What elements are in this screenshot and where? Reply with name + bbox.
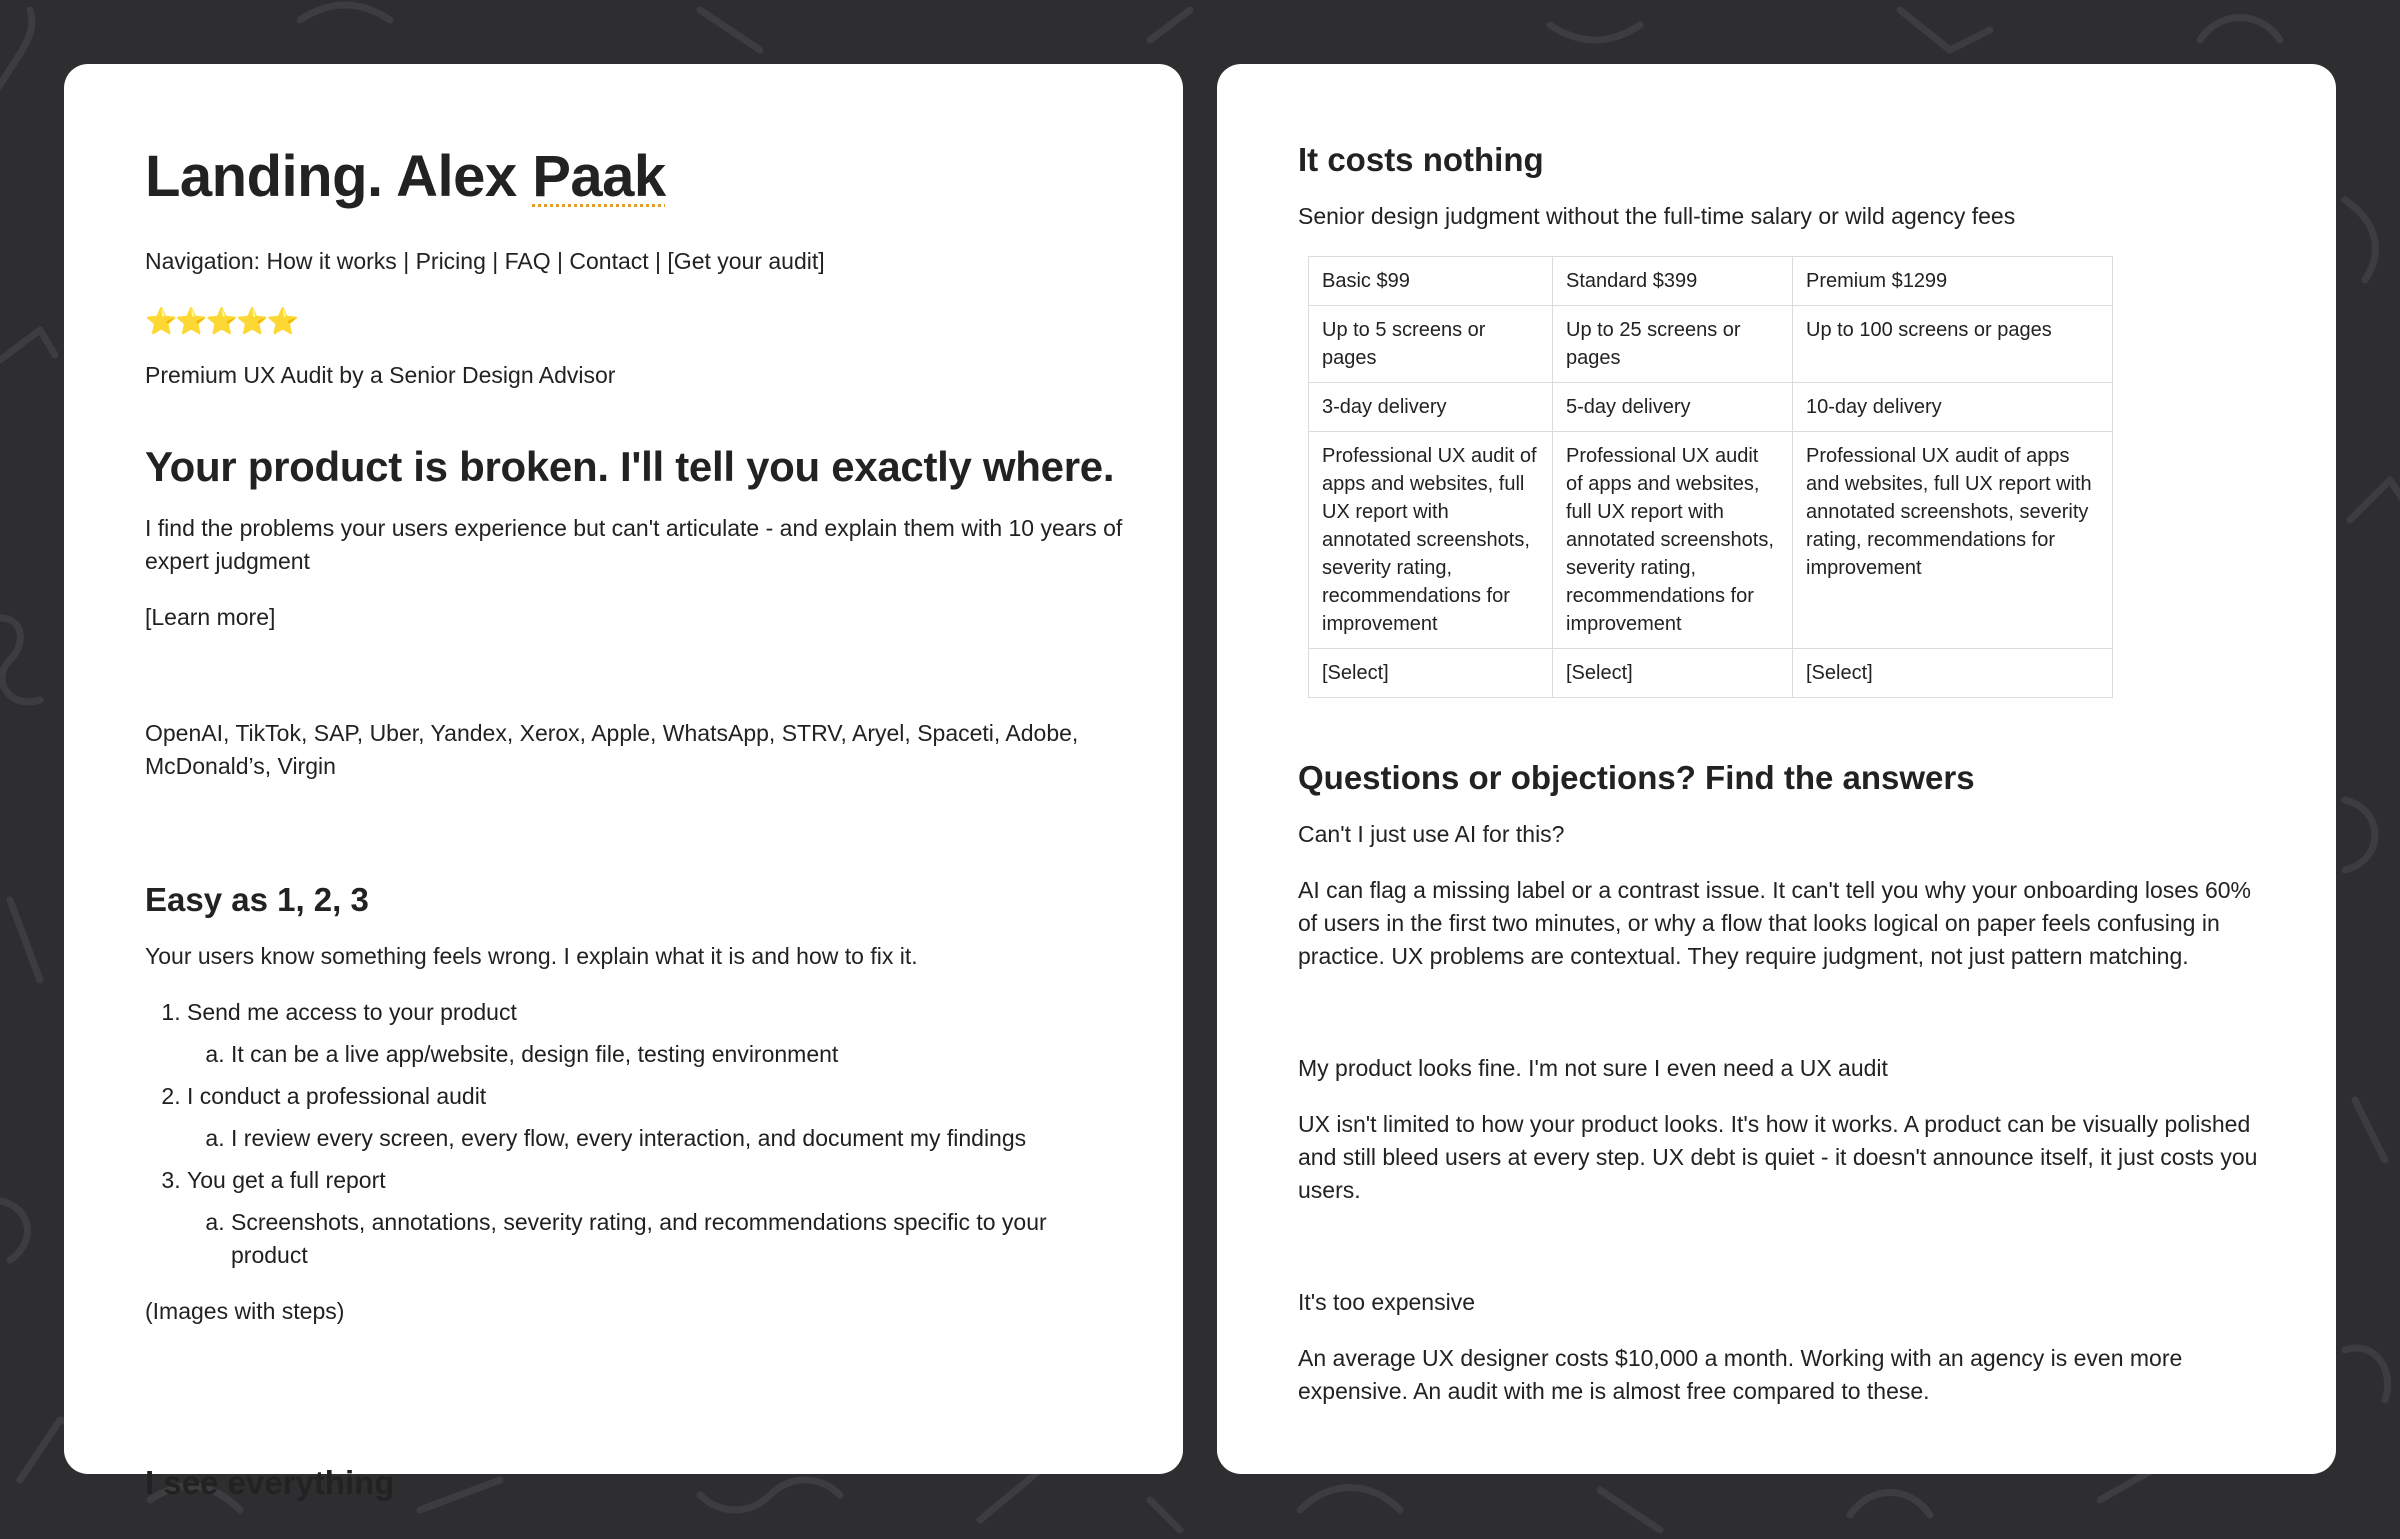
right-document-card	[1217, 64, 2336, 1474]
rating-stars: ⭐⭐⭐⭐⭐	[145, 305, 297, 336]
table-cell: Up to 100 screens or pages	[1793, 306, 2113, 383]
faq-question: My product looks fine. I'm not sure I even need a UX audit	[1298, 1055, 1888, 1081]
table-cell: Premium $1299	[1793, 257, 2113, 306]
navigation-line: Navigation: How it works | Pricing | FAQ | Contact | [Get your audit]	[145, 247, 825, 274]
select-standard-link[interactable]: [Select]	[1553, 649, 1793, 698]
clients-list: OpenAI, TikTok, SAP, Uber, Yandex, Xerox, Apple, WhatsApp, STRV, Aryel, Spaceti, Adobe, McDonald’s, Virgin	[145, 719, 1079, 779]
table-cell: Up to 25 screens or pages	[1553, 306, 1793, 383]
step-text: I conduct a professional audit	[187, 1082, 487, 1109]
steps-intro: Your users know something feels wrong. I explain what it is and how to fix it.	[145, 942, 918, 969]
next-section-heading-cut: I see everything	[145, 1464, 395, 1501]
pricing-heading: It costs nothing	[1298, 141, 1544, 178]
table-cell: 10-day delivery	[1793, 383, 2113, 432]
blank-line	[145, 657, 1123, 717]
select-premium-link[interactable]: [Select]	[1793, 649, 2113, 698]
steps-list	[145, 996, 1123, 1272]
faq-question: Can't I just use AI for this?	[1298, 821, 1565, 847]
step-item	[187, 1080, 1123, 1155]
steps-heading: Easy as 1, 2, 3	[145, 880, 369, 918]
learn-more-link[interactable]: [Learn more]	[145, 603, 276, 630]
blank-line	[1298, 1230, 2276, 1286]
table-row	[1309, 649, 2113, 698]
faq-answer: UX isn't limited to how your product looks. It's how it works. A product can be visually polished and still bleed users at every step. UX debt is quiet - it doesn't announce itself, it just costs you users.	[1298, 1111, 2258, 1203]
table-row	[1309, 306, 2113, 383]
step-text: You get a full report	[187, 1166, 386, 1193]
table-row	[1309, 257, 2113, 306]
pricing-subtitle: Senior design judgment without the full-time salary or wild agency fees	[1298, 203, 2016, 229]
step-subitem: a. Screenshots, annotations, severity rating, and recommendations specific to your product	[231, 1206, 1123, 1272]
hero-text: I find the problems your users experience but can't articulate - and explain them with 10 years of expert judgment	[145, 514, 1123, 574]
table-cell: Up to 5 screens or pages	[1309, 306, 1553, 383]
table-row	[1309, 383, 2113, 432]
step-subitem: a. It can be a live app/website, design file, testing environment	[231, 1038, 1123, 1071]
step-item	[187, 1164, 1123, 1272]
title-name-misspelled: Paak	[532, 144, 666, 209]
step-text: Send me access to your product	[187, 998, 517, 1025]
faq-heading: Questions or objections? Find the answers	[1298, 759, 1975, 796]
step-subitem: a. I review every screen, every flow, every interaction, and document my findings	[231, 1122, 1123, 1155]
images-note: (Images with steps)	[145, 1297, 345, 1324]
step-item	[187, 996, 1123, 1071]
table-cell: Basic $99	[1309, 257, 1553, 306]
table-cell: 3-day delivery	[1309, 383, 1553, 432]
table-row	[1309, 432, 2113, 649]
faq-answer: An average UX designer costs $10,000 a month. Working with an agency is even more expensive. An audit with me is almost free compared to these.	[1298, 1345, 2183, 1404]
title-prefix: Landing. Alex	[145, 144, 533, 209]
hero-heading: Your product is broken. I'll tell you exactly where.	[145, 442, 1115, 490]
select-basic-link[interactable]: [Select]	[1309, 649, 1553, 698]
blank-line	[145, 806, 1123, 878]
table-cell: Professional UX audit of apps and websites, full UX report with annotated screenshots, severity rating, recommendations for improvement	[1309, 432, 1553, 649]
table-cell: Standard $399	[1553, 257, 1793, 306]
faq-answer: AI can flag a missing label or a contrast issue. It can't tell you why your onboarding loses 60% of users in the first two minutes, or why a flow that looks logical on paper feels confusing in practice. UX problems are contextual. They require judgment, not just pattern matching.	[1298, 877, 2252, 969]
table-cell: Professional UX audit of apps and websites, full UX report with annotated screenshots, severity rating, recommendations for improvement	[1793, 432, 2113, 649]
tagline: Premium UX Audit by a Senior Design Advisor	[145, 361, 616, 388]
left-document-card	[64, 64, 1183, 1501]
blank-line	[1298, 698, 2276, 756]
table-cell: Professional UX audit of apps and websites, full UX report with annotated screenshots, severity rating, recommendations for improvement	[1553, 432, 1793, 649]
pricing-table	[1308, 256, 2113, 698]
faq-question: It's too expensive	[1298, 1289, 1475, 1315]
page-title	[145, 144, 1123, 211]
table-cell: 5-day delivery	[1553, 383, 1793, 432]
blank-line	[1298, 996, 2276, 1052]
